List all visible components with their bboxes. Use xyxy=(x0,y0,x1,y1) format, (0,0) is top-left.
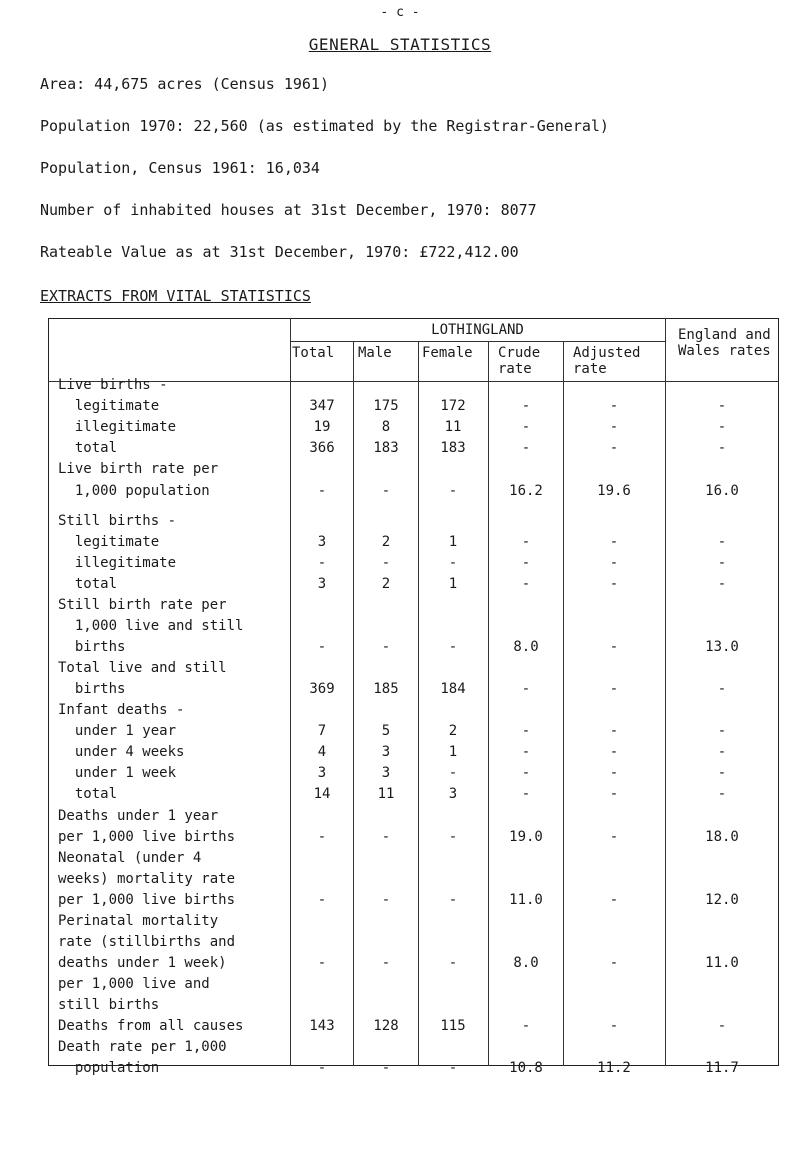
table-cell: 8.0 xyxy=(513,955,539,971)
group-header-lothingland: LOTHINGLAND xyxy=(431,322,524,338)
table-cell: - xyxy=(609,398,619,414)
row-label: under 4 weeks xyxy=(58,744,185,760)
table-cell: 11.7 xyxy=(705,1060,739,1076)
col-header-male: Male xyxy=(358,345,392,361)
table-cell: - xyxy=(448,555,458,571)
row-label: Death rate per 1,000 xyxy=(58,1039,227,1055)
row-label: Deaths from all causes xyxy=(58,1018,244,1034)
table-cell: - xyxy=(317,1060,327,1076)
table-cell: 1 xyxy=(448,744,458,760)
section-subtitle: EXTRACTS FROM VITAL STATISTICS xyxy=(40,287,311,305)
table-cell: - xyxy=(521,576,531,592)
table-cell: - xyxy=(717,576,727,592)
table-cell: - xyxy=(317,555,327,571)
table-cell: - xyxy=(381,483,391,499)
table-cell: 11.2 xyxy=(597,1060,631,1076)
table-cell: - xyxy=(317,892,327,908)
row-label: Perinatal mortality xyxy=(58,913,219,929)
row-label: Still births - xyxy=(58,513,177,529)
row-label: illegitimate xyxy=(58,555,177,571)
table-cell: - xyxy=(609,639,619,655)
col-header-adjusted-rate: Adjusted rate xyxy=(573,345,641,377)
table-cell: - xyxy=(448,483,458,499)
col-header-total: Total xyxy=(292,345,335,361)
table-cell: - xyxy=(381,955,391,971)
row-label: 1,000 population xyxy=(58,483,210,499)
table-cell: - xyxy=(317,829,327,845)
table-cell: - xyxy=(717,744,727,760)
table-cell: 183 xyxy=(440,440,466,456)
row-label: per 1,000 live and xyxy=(58,976,210,992)
table-cell: 2 xyxy=(381,576,391,592)
table-cell: - xyxy=(717,398,727,414)
table-cell: 3 xyxy=(448,786,458,802)
table-cell: 5 xyxy=(381,723,391,739)
table-cell: 13.0 xyxy=(705,639,739,655)
table-cell: 347 xyxy=(309,398,335,414)
table-cell: - xyxy=(521,440,531,456)
row-label: total xyxy=(58,576,118,592)
row-label: total xyxy=(58,786,118,802)
column-divider xyxy=(418,341,419,1066)
table-cell: - xyxy=(381,555,391,571)
table-cell: 366 xyxy=(309,440,335,456)
table-cell: 3 xyxy=(381,744,391,760)
table-cell: - xyxy=(521,723,531,739)
table-cell: - xyxy=(521,786,531,802)
table-cell: 11 xyxy=(444,419,462,435)
row-label: births xyxy=(58,681,126,697)
row-label: Live birth rate per xyxy=(58,461,219,477)
table-cell: 11.0 xyxy=(705,955,739,971)
row-label: under 1 year xyxy=(58,723,177,739)
table-cell: - xyxy=(609,765,619,781)
table-cell: - xyxy=(717,1018,727,1034)
table-cell: 184 xyxy=(440,681,466,697)
column-divider xyxy=(563,341,564,1066)
table-cell: - xyxy=(609,576,619,592)
row-label: legitimate xyxy=(58,398,160,414)
table-cell: 369 xyxy=(309,681,335,697)
table-cell: 1 xyxy=(448,534,458,550)
table-cell: - xyxy=(609,744,619,760)
table-cell: - xyxy=(381,829,391,845)
col-header-crude-rate: Crude rate xyxy=(498,345,541,377)
column-divider xyxy=(488,341,489,1066)
table-cell: - xyxy=(448,639,458,655)
population-1970-line: Population 1970: 22,560 (as estimated by the Registrar-General) xyxy=(40,117,609,135)
table-cell: 19.6 xyxy=(597,483,631,499)
row-label: deaths under 1 week) xyxy=(58,955,227,971)
table-cell: - xyxy=(609,892,619,908)
table-cell: - xyxy=(448,829,458,845)
rateable-value-line: Rateable Value as at 31st December, 1970: £722,412.00 xyxy=(40,243,519,261)
table-cell: - xyxy=(609,440,619,456)
table-cell: 8.0 xyxy=(513,639,539,655)
row-label: weeks) mortality rate xyxy=(58,871,236,887)
inhabited-houses-line: Number of inhabited houses at 31st December, 1970: 8077 xyxy=(40,201,537,219)
table-cell: 3 xyxy=(381,765,391,781)
table-cell: - xyxy=(609,829,619,845)
table-cell: 4 xyxy=(317,744,327,760)
table-cell: 11 xyxy=(377,786,395,802)
table-cell: 19.0 xyxy=(509,829,543,845)
table-cell: - xyxy=(448,892,458,908)
table-cell: - xyxy=(317,483,327,499)
row-label: rate (stillbirths and xyxy=(58,934,236,950)
table-cell: - xyxy=(717,723,727,739)
table-cell: 185 xyxy=(373,681,399,697)
table-cell: - xyxy=(717,440,727,456)
table-cell: 3 xyxy=(317,765,327,781)
table-cell: 175 xyxy=(373,398,399,414)
col-header-england-wales: England and Wales rates xyxy=(678,327,771,359)
table-cell: - xyxy=(609,555,619,571)
row-label: per 1,000 live births xyxy=(58,829,236,845)
table-cell: 3 xyxy=(317,534,327,550)
table-cell: - xyxy=(521,398,531,414)
table-cell: - xyxy=(717,534,727,550)
table-cell: - xyxy=(448,1060,458,1076)
table-cell: - xyxy=(717,765,727,781)
table-cell: 16.2 xyxy=(509,483,543,499)
table-cell: - xyxy=(317,639,327,655)
table-cell: - xyxy=(609,955,619,971)
table-cell: - xyxy=(521,744,531,760)
table-cell: 183 xyxy=(373,440,399,456)
table-cell: - xyxy=(609,681,619,697)
column-divider xyxy=(290,318,291,1066)
table-cell: - xyxy=(317,955,327,971)
table-cell: 2 xyxy=(448,723,458,739)
column-divider xyxy=(353,341,354,1066)
table-cell: 172 xyxy=(440,398,466,414)
row-label: Live births - xyxy=(58,377,168,393)
table-cell: 2 xyxy=(381,534,391,550)
table-cell: 8 xyxy=(381,419,391,435)
row-label: Still birth rate per xyxy=(58,597,227,613)
row-label: population xyxy=(58,1060,160,1076)
table-cell: 1 xyxy=(448,576,458,592)
population-1961-line: Population, Census 1961: 16,034 xyxy=(40,159,320,177)
row-label: legitimate xyxy=(58,534,160,550)
table-cell: 18.0 xyxy=(705,829,739,845)
row-label: Neonatal (under 4 xyxy=(58,850,202,866)
page-marker: - c - xyxy=(380,5,420,20)
table-cell: 14 xyxy=(313,786,331,802)
table-cell: - xyxy=(609,534,619,550)
table-cell: - xyxy=(521,1018,531,1034)
table-cell: - xyxy=(609,419,619,435)
area-line: Area: 44,675 acres (Census 1961) xyxy=(40,75,329,93)
row-label: 1,000 live and still xyxy=(58,618,244,634)
table-cell: - xyxy=(609,1018,619,1034)
table-cell: - xyxy=(717,419,727,435)
table-cell: - xyxy=(448,765,458,781)
table-cell: - xyxy=(381,1060,391,1076)
table-cell: - xyxy=(717,681,727,697)
row-label: illegitimate xyxy=(58,419,177,435)
table-cell: - xyxy=(717,555,727,571)
table-cell: 115 xyxy=(440,1018,466,1034)
table-cell: - xyxy=(521,765,531,781)
table-cell: 128 xyxy=(373,1018,399,1034)
table-cell: - xyxy=(521,534,531,550)
row-label: births xyxy=(58,639,126,655)
row-label: per 1,000 live births xyxy=(58,892,236,908)
table-cell: 10.8 xyxy=(509,1060,543,1076)
table-cell: - xyxy=(521,419,531,435)
table-cell: 7 xyxy=(317,723,327,739)
table-cell: - xyxy=(381,892,391,908)
table-cell: - xyxy=(609,723,619,739)
row-label: Total live and still xyxy=(58,660,227,676)
table-cell: 16.0 xyxy=(705,483,739,499)
col-header-female: Female xyxy=(422,345,473,361)
table-cell: 19 xyxy=(313,419,331,435)
table-cell: - xyxy=(381,639,391,655)
row-label: Deaths under 1 year xyxy=(58,808,219,824)
table-cell: - xyxy=(717,786,727,802)
row-label: still births xyxy=(58,997,160,1013)
table-cell: - xyxy=(609,786,619,802)
page-title: GENERAL STATISTICS xyxy=(308,35,492,54)
group-header-rule xyxy=(290,341,665,342)
column-divider xyxy=(665,318,666,1066)
row-label: Infant deaths - xyxy=(58,702,185,718)
row-label: under 1 week xyxy=(58,765,177,781)
table-cell: - xyxy=(521,555,531,571)
table-cell: 3 xyxy=(317,576,327,592)
row-label: total xyxy=(58,440,118,456)
table-cell: 143 xyxy=(309,1018,335,1034)
table-cell: - xyxy=(521,681,531,697)
table-cell: - xyxy=(448,955,458,971)
table-cell: 11.0 xyxy=(509,892,543,908)
table-cell: 12.0 xyxy=(705,892,739,908)
